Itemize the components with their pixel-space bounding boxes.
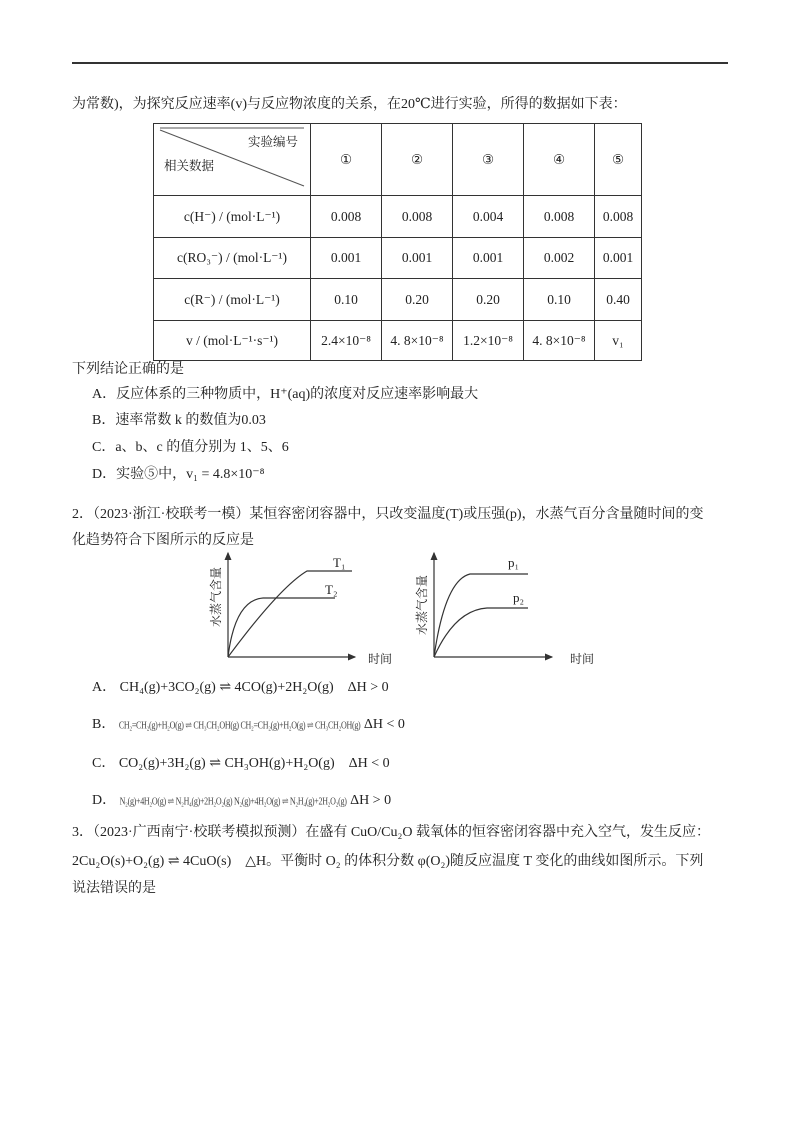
table-row (154, 321, 642, 361)
col-header: ② (382, 124, 453, 196)
row-label: c(RO₃⁻) / (mol·L⁻¹) (154, 238, 311, 279)
cell: 4. 8×10⁻⁸ (524, 321, 595, 361)
ylabel-left: 水蒸气含量 (209, 566, 223, 627)
equation: N₂(g)+4H₂O(g) ⇌ N₂H₄(g)+2H₂O₂(g) N₂(g)+4H₂O(g) ⇌ N₂H₄(g)+2H₂O₂(g) (119, 795, 347, 808)
corner-top: 实验编号 (247, 135, 298, 149)
option-label: D． (92, 793, 117, 808)
xlabel-left: 时间 (368, 652, 393, 666)
header-rule (72, 62, 728, 64)
equation: CO₂(g)+3H₂(g) ⇌ CH₃OH(g)+H₂O(g) (118, 756, 335, 771)
ylabel-right: 水蒸气含量 (415, 574, 429, 635)
q2-option-c (92, 755, 390, 773)
intro-text: 为常数)，为探究反应速率(v)与反应物浓度的关系，在20℃进行实验，所得的数据如下表： (72, 97, 627, 112)
q2-option-b (92, 716, 405, 735)
q2-option-a (92, 679, 389, 697)
curve-p2 (434, 608, 528, 657)
cell: 0.20 (453, 279, 524, 321)
row-label: c(H⁻) / (mol·L⁻¹) (154, 196, 311, 238)
row-label: c(R⁻) / (mol·L⁻¹) (154, 279, 311, 321)
cell: 0.20 (382, 279, 453, 321)
cell: 4. 8×10⁻⁸ (382, 321, 453, 361)
cell: 0.001 (595, 238, 642, 279)
equation: CH₄(g)+3CO₂(g) ⇌ 4CO(g)+2H₂O(g) (119, 680, 334, 695)
cell: 0.10 (524, 279, 595, 321)
q2-figures (190, 545, 610, 670)
q2-stem-2: 化趋势符合下图所示的反应是 (72, 533, 254, 548)
q1-option-a: A．反应体系的三种物质中，H⁺(aq)的浓度对反应速率影响最大 (92, 387, 479, 402)
chart-right (434, 553, 552, 657)
enthalpy: ΔH > 0 (350, 793, 392, 808)
data-table (153, 123, 642, 361)
corner-cell (154, 124, 311, 196)
curve-t2 (228, 598, 335, 657)
cell: 0.001 (453, 238, 524, 279)
q3-line-2: 2Cu₂O(s)+O₂(g) ⇌ 4CuO(s) △H。平衡时 O₂ 的体积分数 φ(O₂)随反应温度 T 变化的曲线如图所示。下列 (72, 854, 704, 869)
cell: 0.004 (453, 196, 524, 238)
cell: v₁ (595, 321, 642, 361)
cell: 0.001 (311, 238, 382, 279)
q2-option-d (92, 792, 391, 811)
table-row (154, 238, 642, 279)
equation: CH₂=CH₂(g)+H₂O(g) ⇌ CH₃CH₂OH(g) CH₂=CH₂(g)+H₂O(g) ⇌ CH₃CH₂OH(g) (118, 719, 361, 732)
q1-option-c: C．a、b、c 的值分别为 1、5、6 (92, 440, 289, 455)
option-label: B． (92, 717, 116, 732)
q1-option-b: B．速率常数 k 的数值为0.03 (92, 413, 266, 428)
curve-p1 (434, 574, 528, 657)
cell: 0.008 (382, 196, 453, 238)
corner-bottom: 相关数据 (164, 159, 215, 173)
col-header: ④ (524, 124, 595, 196)
q1-stem: 下列结论正确的是 (72, 362, 184, 377)
q3-line-3: 说法错误的是 (72, 881, 156, 896)
xlabel-right: 时间 (570, 652, 595, 666)
label-p2: p₂ (513, 590, 525, 605)
cell: 2.4×10⁻⁸ (311, 321, 382, 361)
cell: 0.10 (311, 279, 382, 321)
table-row (154, 196, 642, 238)
cell: 0.002 (524, 238, 595, 279)
option-label: C． (92, 756, 116, 771)
label-p1: p₁ (508, 555, 520, 570)
cell: 0.008 (595, 196, 642, 238)
q1-option-d: D．实验⑤中，v₁ = 4.8×10⁻⁸ (92, 467, 265, 482)
table-row (154, 279, 642, 321)
col-header: ⑤ (595, 124, 642, 196)
enthalpy: ΔH > 0 (347, 680, 389, 695)
row-label: v / (mol·L⁻¹·s⁻¹) (154, 321, 311, 361)
enthalpy: ΔH < 0 (363, 717, 405, 732)
col-header: ③ (453, 124, 524, 196)
enthalpy: ΔH < 0 (348, 756, 390, 771)
cell: 0.008 (524, 196, 595, 238)
q3-line-1: 3．（2023·广西南宁·校联考模拟预测）在盛有 CuO/Cu₂O 载氧体的恒容密闭容器中充入空气，发生反应： (72, 825, 710, 840)
option-label: A． (92, 680, 117, 695)
cell: 1.2×10⁻⁸ (453, 321, 524, 361)
col-header: ① (311, 124, 382, 196)
label-t2: T₂ (325, 582, 338, 597)
label-t1: T₁ (333, 555, 346, 570)
q2-stem-1: 2．（2023·浙江·校联考一模）某恒容密闭容器中，只改变温度(T)或压强(p)，水蒸气百分含量随时间的变 (72, 507, 704, 522)
cell: 0.001 (382, 238, 453, 279)
cell: 0.40 (595, 279, 642, 321)
cell: 0.008 (311, 196, 382, 238)
